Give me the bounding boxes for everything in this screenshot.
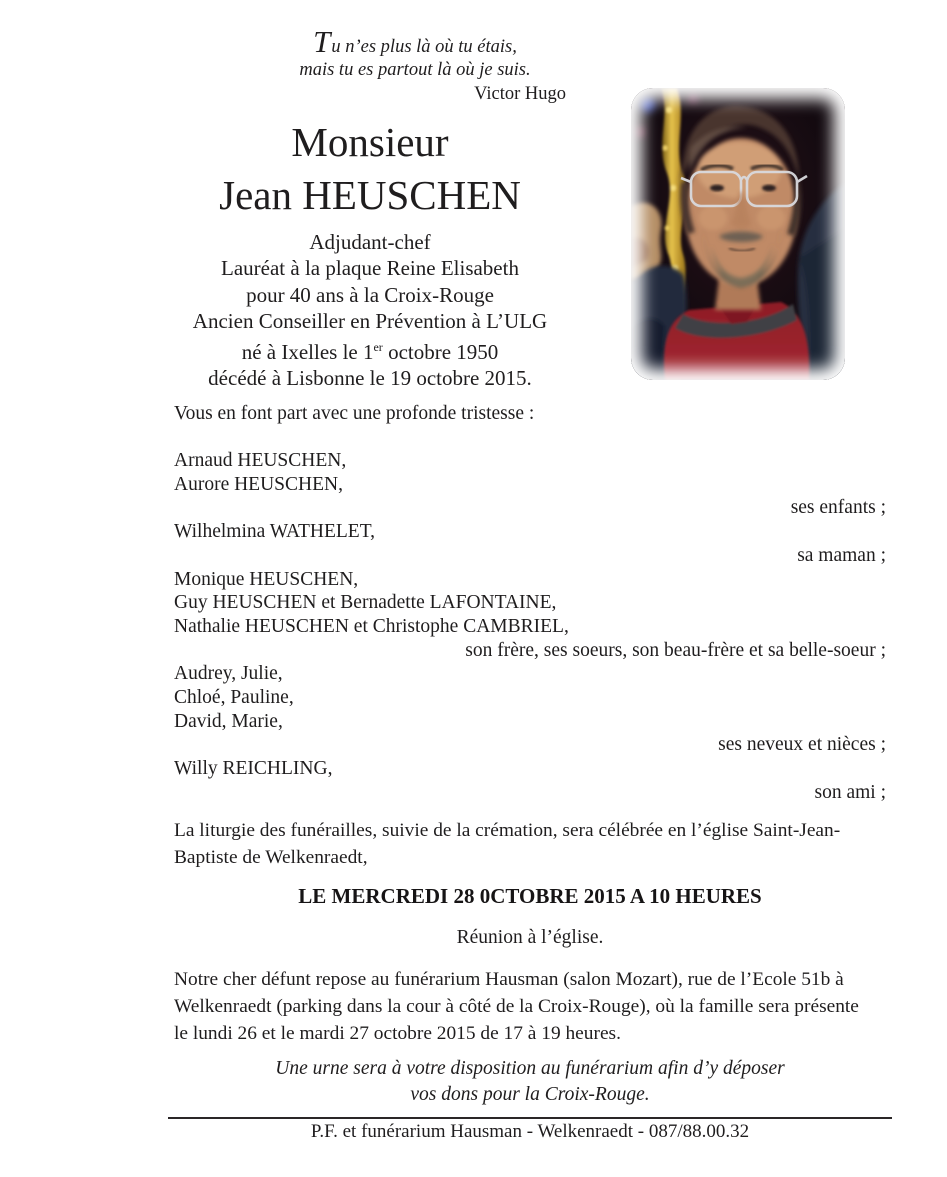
- quote-line-2: mais tu es partout là où je suis.: [299, 60, 531, 80]
- relation-label-line: ses enfants ;: [790, 497, 886, 519]
- urn-notice: [174, 1056, 886, 1107]
- family-member-line: Arnaud HEUSCHEN,: [174, 450, 347, 471]
- headline: [174, 116, 566, 222]
- title-line: Ancien Conseiller en Prévention à L’ULG: [192, 308, 548, 333]
- funeral-home-footer: P.F. et funérarium Hausman - Welkenraedt - 087/88.00.32: [310, 1121, 750, 1142]
- urn-notice-line: Une urne sera à votre disposition au funérarium afin d’y déposer: [275, 1058, 785, 1079]
- liturgy-paragraph: [174, 817, 886, 871]
- family-member-line: Nathalie HEUSCHEN et Christophe CAMBRIEL,: [174, 615, 569, 637]
- relation-label-line: son ami ;: [814, 781, 886, 803]
- family-member-line: Wilhelmina WATHELET,: [174, 521, 376, 543]
- family-member-line: Willy REICHLING,: [174, 758, 333, 780]
- repose-line: le lundi 26 et le mardi 27 octobre 2015 de 17 à 19 heures.: [174, 1023, 621, 1044]
- liturgy-line: Baptiste de Welkenraedt,: [174, 847, 368, 868]
- relation-label-line: son frère, ses soeurs, son beau-frère et sa belle-soeur ;: [465, 639, 886, 661]
- repose-paragraph: [174, 966, 886, 1047]
- ceremony-date-line: LE MERCREDI 28 0CTOBRE 2015 A 10 HEURES: [298, 884, 762, 908]
- deceased-titles: [174, 229, 566, 392]
- birth-suffix: octobre 1950: [382, 340, 499, 365]
- title-line: Adjudant-chef: [309, 230, 431, 254]
- family-list: [174, 449, 886, 805]
- urn-notice-line: vos dons pour la Croix-Rouge.: [410, 1083, 650, 1105]
- family-member-line: David, Marie,: [174, 710, 283, 732]
- quote-initial: T: [313, 24, 332, 59]
- birth-line: [174, 334, 566, 365]
- relation-label-line: ses neveux et nièces ;: [718, 734, 886, 756]
- salutation: Monsieur: [291, 119, 449, 165]
- family-member-line: Audrey, Julie,: [174, 663, 283, 685]
- repose-line: Welkenraedt (parking dans la cour à côté de la Croix-Rouge), où la famille sera présente: [174, 996, 859, 1017]
- birth-ordinal-sup: er: [373, 340, 383, 355]
- relation-label-line: sa maman ;: [797, 544, 886, 566]
- footer-divider: [168, 1117, 892, 1119]
- family-member-line: Guy HEUSCHEN et Bernadette LAFONTAINE,: [174, 592, 557, 614]
- quote-line-1-text: u n’es plus là où tu étais,: [331, 37, 517, 57]
- family-member-line: Aurore HEUSCHEN,: [174, 473, 343, 495]
- title-line: Lauréat à la plaque Reine Elisabeth: [221, 256, 519, 281]
- title-line: pour 40 ans à la Croix-Rouge: [246, 282, 494, 307]
- deceased-name: Jean HEUSCHEN: [219, 172, 521, 218]
- quote-attribution: Victor Hugo: [474, 84, 566, 104]
- portrait-photo-image: [631, 88, 845, 380]
- death-line: décédé à Lisbonne le 19 octobre 2015.: [208, 366, 532, 391]
- liturgy-line: La liturgie des funérailles, suivie de la crémation, sera célébrée en l’église Saint-Jean-: [174, 820, 841, 841]
- repose-line: Notre cher défunt repose au funérarium Hausman (salon Mozart), rue de l’Ecole 51b à: [174, 969, 844, 990]
- portrait-photo: [631, 88, 845, 380]
- family-member-line: Monique HEUSCHEN,: [174, 568, 359, 590]
- memorial-quote: [250, 24, 580, 106]
- family-member-line: Chloé, Pauline,: [174, 687, 294, 709]
- quote-line-1: [250, 24, 580, 59]
- announcement-intro: Vous en font part avec une profonde tristesse :: [174, 403, 535, 424]
- birth-prefix: né à Ixelles le 1: [241, 340, 374, 365]
- meeting-line: Réunion à l’église.: [456, 927, 604, 948]
